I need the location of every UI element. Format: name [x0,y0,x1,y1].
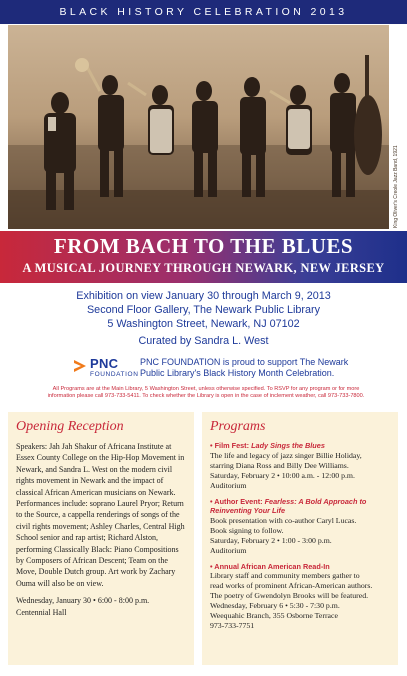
pnc-logo-icon [72,356,139,382]
program-name-cont: Reinventing Your Life [210,506,286,515]
reception-heading: Opening Reception [16,419,124,434]
program-line: The poetry of Gwendolyn Brooks will be featured. [210,591,369,600]
pnc-logo-word: PNC [90,356,119,371]
sponsor-line-1: PNC FOUNDATION is proud to support The Newark [140,357,349,367]
band-photo [8,25,389,229]
program-item [210,497,392,556]
program-line: 973-733-7751 [210,621,255,630]
program-item [210,441,392,491]
program-line: Auditorium [210,545,247,555]
program-line: starring Diana Ross and Billy Dee Williams. [210,460,349,470]
sponsor-statement [140,357,380,379]
photo-credit: King Oliver's Creole Jazz Band, 1921 [393,145,399,228]
exhibition-dates: Exhibition on view January 30 through March 9, 2013 [76,290,331,302]
program-label: • Author Event: [210,496,265,506]
opening-reception-panel [8,412,194,665]
exhibition-address: 5 Washington Street, Newark, NJ 07102 [107,318,300,330]
reception-time: Wednesday, January 30 • 6:00 - 8:00 p.m. [16,596,150,606]
program-line: Book signing to follow. [210,525,284,535]
exhibition-info [0,289,407,348]
program-line: Wednesday, February 6 • 5:30 - 7:30 p.m. [210,601,340,610]
program-label: • Annual African American Read-In [210,561,330,571]
reception-place: Centennial Hall [16,607,67,617]
notice-line-1: All Programs are at the Main Library, 5 Washington Street, unless otherwise specified. To RSVP for any program or for more [52,386,360,392]
banner: BLACK HISTORY CELEBRATION 2013 [0,0,407,24]
sponsor-line-2: Public Library's Black History Month Celebration. [140,368,335,378]
pnc-logo-foundation: FOUNDATION [90,371,139,378]
program-line: Weequahic Branch, 355 Osborne Terrace [210,611,338,620]
programs-heading: Programs [210,419,266,434]
program-notice [14,386,398,400]
program-title [210,441,392,451]
program-line: Book presentation with co-author Caryl Lucas. [210,515,357,525]
program-label: • Film Fest: [210,441,252,450]
program-name: Lady Sings the Blues [251,441,325,450]
program-title-cont [210,506,392,516]
program-line: read works of prominent African-American authors. [210,581,373,590]
program-line: Saturday, February 2 • 1:00 - 3:00 p.m. [210,535,332,545]
program-line: Auditorium [210,480,247,490]
pnc-triangle-icon [72,358,88,374]
page-subtitle: A MUSICAL JOURNEY THROUGH NEWARK, NEW JERSEY [22,261,385,275]
program-line: The life and legacy of jazz singer Billie Holiday, [210,450,362,460]
notice-line-2: information please call 973-733-5411. To check whether the Library is open in the case of inclement weather, call 973-733-7800. [47,393,365,399]
reception-body: Speakers: Jah Jah Shakur of Africana Institute at Essex County College on the Hip-Hop Movement in Newark, and Sandra L. West on the modern civil rights movement in Newark and the impact of classical African American musicians on Newark. Performances include: soprano Laurel Pryor; Return to the Source, a cappella renderings of songs of the civil rights movement; Ashley Charles, Central High School senior and rap artist; Richard Alston, performing Classically Black: Piano Compositions by Composers of African Descent; Team on the Move, Double Dutch group. Art work by Zachary Ouma will also be on view. [16,442,185,588]
program-title [210,562,392,572]
program-line: Library staff and community members gather to [210,571,360,580]
page-title: FROM BACH TO THE BLUES [53,234,354,258]
program-name: Fearless: A Bold Approach to [264,496,367,506]
program-line: Saturday, February 2 • 10:00 a.m. - 12:00 p.m. [210,470,355,480]
title-band [0,231,407,283]
curator: Curated by Sandra L. West [138,335,269,347]
exhibition-venue: Second Floor Gallery, The Newark Public Library [86,304,321,316]
band-photo-image [8,25,389,229]
program-item [210,562,392,632]
programs-panel [202,412,398,665]
program-title [210,497,392,507]
